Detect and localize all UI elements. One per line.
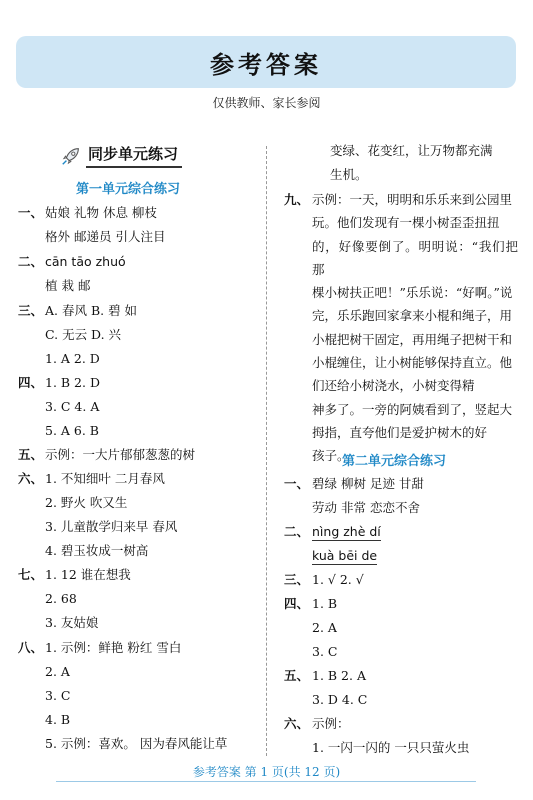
- u1-q1-line2: 格外 邮递员 引人注目: [45, 229, 166, 244]
- u1-q4-line1: 1. B 2. D: [45, 375, 100, 390]
- u1-q3-line3: 1. A 2. D: [45, 351, 100, 366]
- q9-line: 完，乐乐跑回家拿来小棍和绳子，用: [312, 308, 513, 324]
- u2-q1-label: 一、: [284, 476, 310, 491]
- column-divider: [266, 146, 267, 756]
- u1-q8-line3: 3. C: [45, 688, 71, 703]
- u2-q3-line1: 1. √ 2. √: [312, 572, 364, 587]
- footer-rule: [56, 781, 476, 782]
- u1-q5-line1: 示例：一大片郁郁葱葱的树: [45, 447, 196, 462]
- u2-q5-label: 五、: [284, 668, 310, 683]
- q9-line: 小棍缠住，让小树能够保持直立。他: [312, 355, 513, 371]
- section-heading: [60, 143, 182, 168]
- u2-q4-label: 四、: [284, 596, 310, 611]
- u1-q7-line3: 3. 友姑娘: [45, 615, 99, 630]
- unit2-title: 第二单元综合练习: [342, 454, 447, 469]
- u2-q4-line1: 1. B: [312, 596, 338, 611]
- u2-q4-line2: 2. A: [312, 620, 337, 635]
- q9-label: 九、: [284, 192, 310, 207]
- u1-q8-line5: 5. 示例：喜欢。 因为春风能让草: [45, 736, 228, 751]
- page-subtitle: 仅供教师、家长参阅: [212, 96, 321, 110]
- page-footer: 参考答案 第 1 页(共 12 页): [192, 765, 341, 779]
- u2-q3-label: 三、: [284, 572, 310, 587]
- q9-answer: [312, 188, 518, 468]
- q9-line: 孩子。: [312, 448, 350, 464]
- u1-q8-line4: 4. B: [45, 712, 71, 727]
- q9-line: 的，好像要倒了。明明说：“我们把那: [312, 238, 518, 277]
- u1-q2-line2: 植 栽 邮: [45, 278, 91, 293]
- u1-q3-line1: A. 春风 B. 碧 如: [45, 303, 138, 318]
- u2-q4-line3: 3. C: [312, 644, 338, 659]
- u1-q2-line1: cān tāo zhuó: [45, 254, 126, 269]
- u1-q7-line2: 2. 68: [45, 591, 77, 606]
- rocket-icon: [60, 145, 82, 167]
- unit1-title: 第一单元综合练习: [76, 182, 181, 197]
- u1-q6-line3: 3. 儿童散学归来早 春风: [45, 519, 178, 534]
- q4-label: 四、: [18, 375, 44, 390]
- u1-q6-line2: 2. 野火 吹又生: [45, 495, 128, 510]
- q9-line: 玩。他们发现有一棵小树歪歪扭扭: [312, 215, 500, 231]
- u1-q8-line1: 1. 示例：鲜艳 粉红 雪白: [45, 640, 182, 655]
- u2-q1-line1: 碧绿 柳树 足迹 甘甜: [312, 476, 424, 491]
- continued-line1: 变绿、花变红，让万物都充满: [330, 143, 493, 158]
- q6-label: 六、: [18, 471, 44, 486]
- section-title: 同步单元练习: [86, 143, 182, 168]
- u1-q8-line2: 2. A: [45, 664, 70, 679]
- page-title: 参考答案: [210, 50, 322, 79]
- q9-line: 示例：一天，明明和乐乐来到公园里: [312, 192, 513, 207]
- q8-label: 八、: [18, 640, 44, 655]
- u2-q5-line1: 1. B 2. A: [312, 668, 366, 683]
- u1-q3-line2: C. 无云 D. 兴: [45, 327, 122, 342]
- u1-q7-line1: 1. 12 谁在想我: [45, 567, 131, 582]
- q5-label: 五、: [18, 447, 44, 462]
- continued-line2: 生机。: [330, 167, 368, 182]
- u2-q6-line2: 1. 一闪一闪的 一只只萤火虫: [312, 740, 470, 755]
- u1-q6-line4: 4. 碧玉妆成一树高: [45, 543, 149, 558]
- u2-q2-label: 二、: [284, 524, 310, 539]
- u1-q4-line3: 5. A 6. B: [45, 423, 99, 438]
- u2-q6-label: 六、: [284, 716, 310, 731]
- u2-q2-line2: kuà bēi de: [312, 548, 378, 563]
- q9-line: 棵小树扶正吧！”乐乐说：“好啊。”说: [312, 285, 513, 301]
- u1-q1-line1: 姑娘 礼物 休息 柳枝: [45, 205, 157, 220]
- q2-label: 二、: [18, 254, 44, 269]
- q1-label: 一、: [18, 205, 44, 220]
- u1-q4-line2: 3. C 4. A: [45, 399, 100, 414]
- u2-q5-line2: 3. D 4. C: [312, 692, 368, 707]
- q9-line: 拇指，直夸他们是爱护树木的好: [312, 424, 488, 440]
- u1-q6-line1: 1. 不知细叶 二月春风: [45, 471, 165, 486]
- u2-q1-line2: 劳动 非常 恋恋不舍: [312, 500, 420, 515]
- q9-line: 们还给小树浇水，小树变得精: [312, 378, 475, 394]
- q9-line: 小棍把树干固定，再用绳子把树干和: [312, 331, 513, 347]
- q3-label: 三、: [18, 303, 44, 318]
- u2-q6-line1: 示例：: [312, 716, 350, 731]
- q9-line: 神多了。一旁的阿姨看到了，竖起大: [312, 401, 513, 417]
- title-banner: [16, 36, 516, 88]
- q7-label: 七、: [18, 567, 44, 582]
- u2-q2-line1: nìng zhè dí: [312, 524, 381, 539]
